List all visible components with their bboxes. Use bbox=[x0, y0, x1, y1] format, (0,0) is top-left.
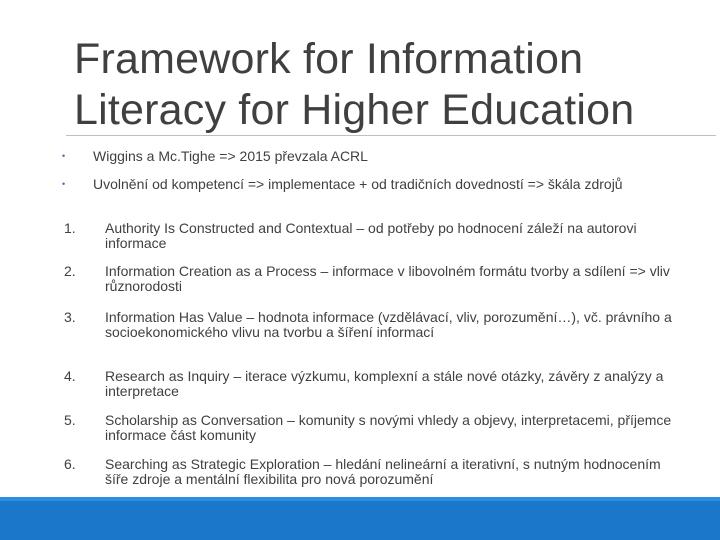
item-text: Information Creation as a Process – informace v libovolném formátu tvorby a sdílení => vliv různorodosti bbox=[105, 263, 670, 294]
item-number: 2. bbox=[64, 263, 76, 279]
item-number: 1. bbox=[64, 220, 76, 236]
footer-accent-line bbox=[0, 497, 720, 501]
item-text: Scholarship as Conversation – komunity s novými vhledy a objevy, interpretacemi, příjemce informace část komunity bbox=[105, 412, 672, 443]
bullet-text: Uvolnění od kompetencí => implementace + od tradičních dovedností => škála zdrojů bbox=[93, 176, 623, 192]
item-text: Research as Inquiry – iterace výzkumu, komplexní a stále nové otázky, závěry z analýzy a interpretace bbox=[105, 368, 664, 399]
item-text: Information Has Value – hodnota informace (vzdělávací, vliv, porozumění…), vč. právního a socioekonomického vlivu na tvorbu a šíření informací bbox=[105, 309, 672, 340]
bullet-marker: • bbox=[62, 151, 66, 161]
title-line-1: Framework for Information bbox=[74, 35, 584, 83]
footer-bar bbox=[0, 497, 720, 540]
item-number: 6. bbox=[64, 456, 76, 472]
title-line-2: Literacy for Higher Education bbox=[74, 86, 635, 134]
title-divider bbox=[66, 135, 716, 136]
item-number: 4. bbox=[64, 368, 76, 384]
item-text: Searching as Strategic Exploration – hledání nelineární a iterativní, s nutným hodnocením šíře zdroje a mentální flexibilita pro nová porozumění bbox=[105, 456, 661, 487]
item-text: Authority Is Constructed and Contextual – od potřeby po hodnocení záleží na autorovi informace bbox=[105, 220, 637, 251]
item-number: 3. bbox=[64, 309, 76, 325]
item-number: 5. bbox=[64, 412, 76, 428]
bullet-marker: • bbox=[62, 179, 66, 189]
bullet-text: Wiggins a Mc.Tighe => 2015 převzala ACRL bbox=[93, 148, 368, 164]
slide-title bbox=[74, 34, 694, 136]
